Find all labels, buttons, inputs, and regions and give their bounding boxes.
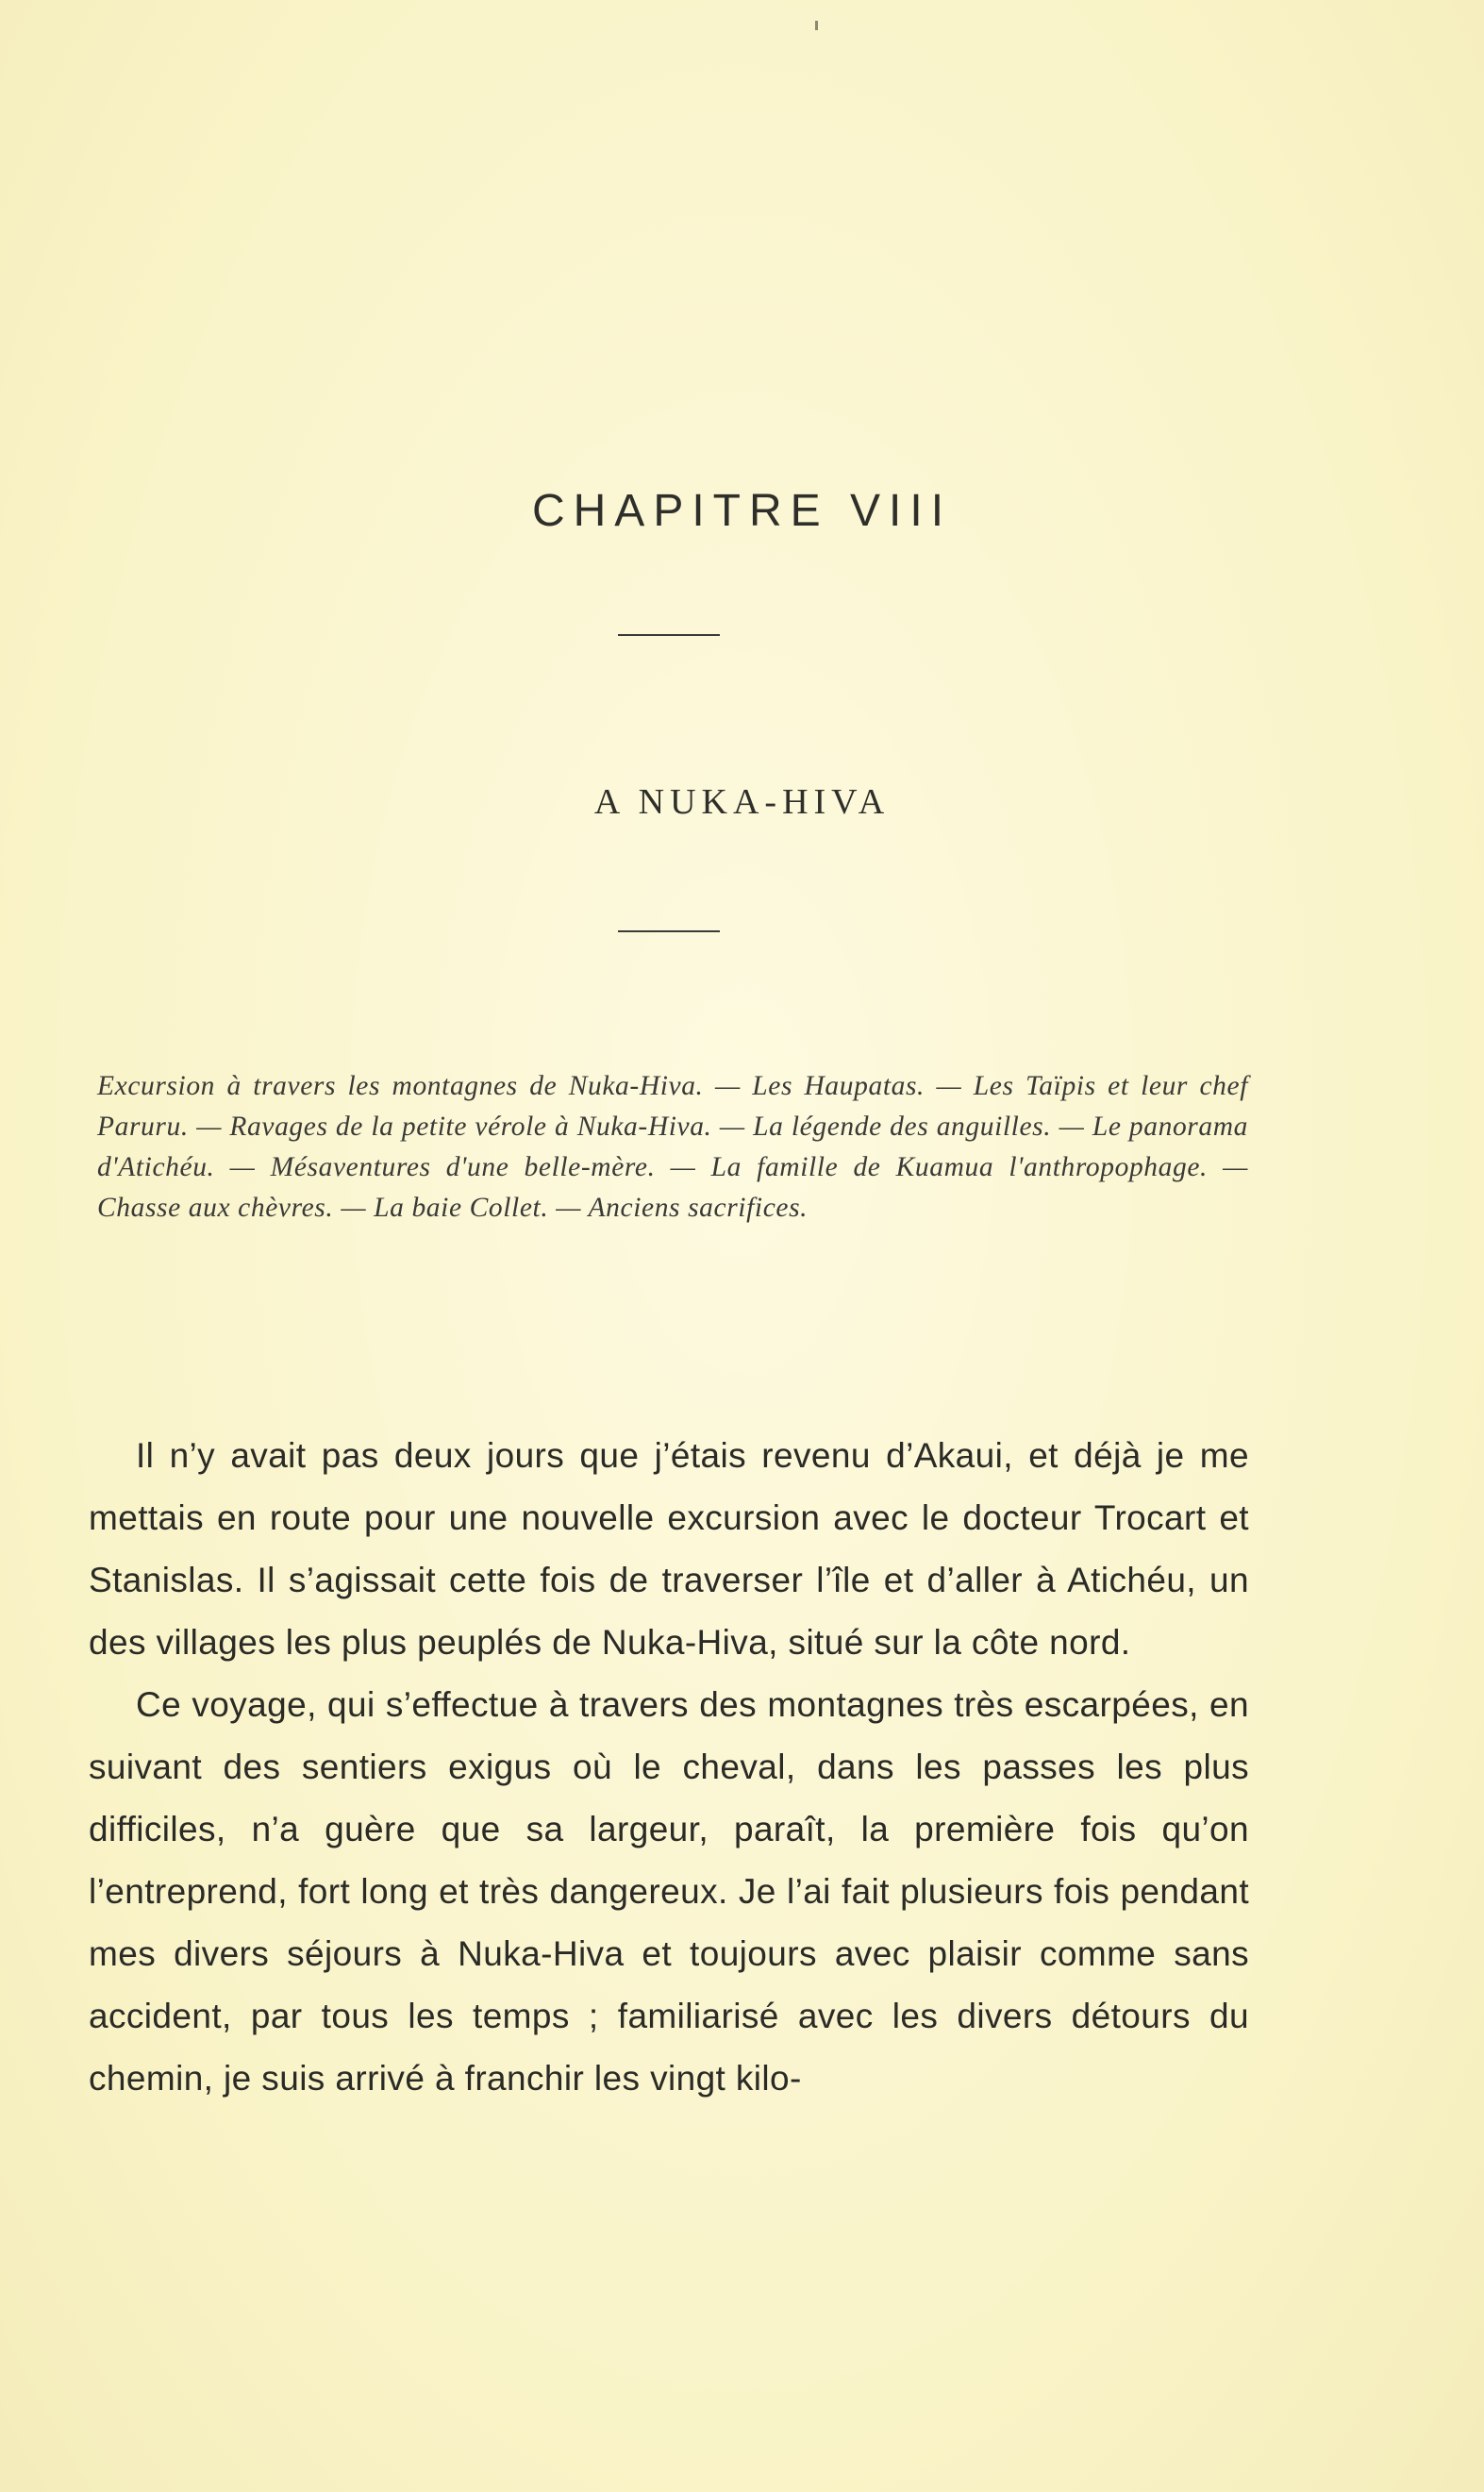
printer-mark [815, 21, 818, 30]
paragraph-1: Il n’y avait pas deux jours que j’étais revenu d’Akaui, et déjà je me mettais en route pour une nouvelle excursion avec le docteur Trocart et Stanislas. Il s’agissait cette fois de traverser l’île et d’aller à Atichéu, un des villages les plus peuplés de Nuka-Hiva, situé sur la côte nord. [89, 1436, 1249, 1662]
paragraph-2: Ce voyage, qui s’effectue à travers des montagnes très escarpées, en suivant des sentiers exigus où le cheval, dans les passes les plus difficiles, n’a guère que sa largeur, paraît, la première fois qu’on l’entreprend, fort long et très dangereux. Je l’ai fait plusieurs fois pendant mes divers séjours à Nuka-Hiva et toujours avec plaisir comme sans accident, par tous les temps ; familiarisé avec les divers détours du chemin, je suis arrivé à franchir les vingt kilo- [89, 1685, 1249, 2098]
chapter-title: CHAPITRE VIII [531, 486, 953, 536]
chapter-summary: Excursion à travers les montagnes de Nuka-Hiva. — Les Haupatas. — Les Taïpis et leur chef Paruru. — Ravages de la petite vérole à Nuka-Hiva. — La légende des anguilles. — Le panorama d'Atichéu. — Mésaventures d'une belle-mère. — La famille de Kuamua l'anthropophage. — Chasse aux chèvres. — La baie Collet. — Anciens sacrifices. [97, 1071, 1248, 1223]
title-divider [618, 634, 720, 636]
chapter-subtitle: A NUKA-HIVA [593, 782, 891, 822]
subtitle-divider [618, 930, 720, 932]
body-text [89, 1425, 1249, 2110]
